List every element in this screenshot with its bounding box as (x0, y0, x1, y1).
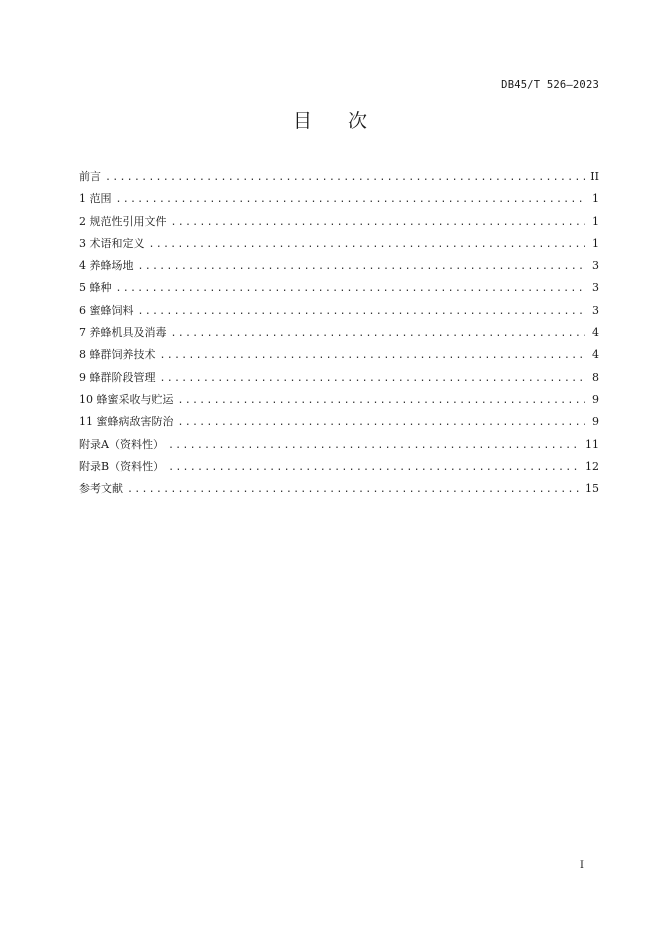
toc-leader-dots (171, 212, 586, 234)
toc-entry-appendix-b[interactable] (79, 456, 599, 478)
toc-entry-11[interactable] (79, 411, 599, 433)
toc-leader-dots (149, 234, 586, 256)
toc-page-number: 1 (592, 192, 599, 206)
toc-label: 7 养蜂机具及消毒 (79, 326, 167, 340)
toc-leader-dots (127, 479, 581, 501)
toc-page-number: 3 (592, 259, 599, 273)
toc-label: 5 蜂种 (79, 281, 112, 295)
toc-label: 8 蜂群饲养技术 (79, 348, 156, 362)
toc-entry-4[interactable] (79, 255, 599, 277)
document-code: DB45/T 526—2023 (501, 79, 599, 91)
toc-page-number: 8 (592, 370, 599, 384)
toc-label: 前言 (79, 170, 101, 183)
toc-entry-preface[interactable] (79, 166, 599, 188)
toc-leader-dots (178, 412, 586, 434)
toc-leader-dots (105, 167, 585, 189)
toc-label: 6 蜜蜂饲料 (79, 303, 134, 317)
toc-page-number: 4 (592, 348, 599, 362)
toc-page-number: 9 (592, 392, 599, 406)
toc-leader-dots (160, 368, 586, 390)
toc-entry-3[interactable] (79, 233, 599, 255)
toc-leader-dots (168, 457, 581, 479)
toc-page-number: 12 (585, 459, 599, 473)
toc-leader-dots (116, 189, 586, 211)
toc-leader-dots (138, 301, 586, 323)
toc-label: 1 范围 (79, 192, 112, 206)
toc-entry-7[interactable] (79, 322, 599, 344)
toc-entry-appendix-a[interactable] (79, 434, 599, 456)
toc-label: 4 养蜂场地 (79, 259, 134, 273)
title-part-1: 目 (292, 110, 314, 132)
toc-leader-dots (138, 256, 586, 278)
toc-page-number: 11 (585, 437, 599, 451)
toc-label: 参考文献 (79, 482, 123, 496)
toc-page-number: 1 (592, 236, 599, 250)
toc-entry-10[interactable] (79, 389, 599, 411)
toc-leader-dots (171, 323, 586, 345)
toc-entry-8[interactable] (79, 344, 599, 366)
toc-entry-9[interactable] (79, 367, 599, 389)
table-of-contents (79, 166, 599, 500)
toc-page-number: 3 (592, 303, 599, 317)
toc-label: 附录B（资料性） (79, 459, 165, 473)
toc-label: 2 规范性引用文件 (79, 214, 167, 228)
toc-label: 9 蜂群阶段管理 (79, 370, 156, 384)
toc-leader-dots (168, 435, 581, 457)
page-number: I (580, 860, 584, 871)
title-part-2: 次 (348, 110, 370, 132)
page-title (0, 106, 662, 133)
toc-leader-dots (116, 278, 586, 300)
toc-leader-dots (178, 390, 586, 412)
toc-page-number: 1 (592, 214, 599, 228)
toc-label: 11 蜜蜂病敌害防治 (79, 415, 174, 429)
toc-label: 3 术语和定义 (79, 236, 145, 250)
toc-page-number: 3 (592, 281, 599, 295)
toc-label: 10 蜂蜜采收与贮运 (79, 392, 174, 406)
toc-entry-references[interactable] (79, 478, 599, 500)
toc-page-number: 4 (592, 326, 599, 340)
toc-leader-dots (160, 345, 586, 367)
toc-page-number: II (590, 170, 599, 183)
toc-entry-6[interactable] (79, 300, 599, 322)
toc-page-number: 9 (592, 415, 599, 429)
toc-label: 附录A（资料性） (79, 437, 164, 451)
toc-entry-5[interactable] (79, 277, 599, 299)
toc-page-number: 15 (585, 482, 599, 496)
toc-entry-1[interactable] (79, 188, 599, 210)
toc-entry-2[interactable] (79, 211, 599, 233)
